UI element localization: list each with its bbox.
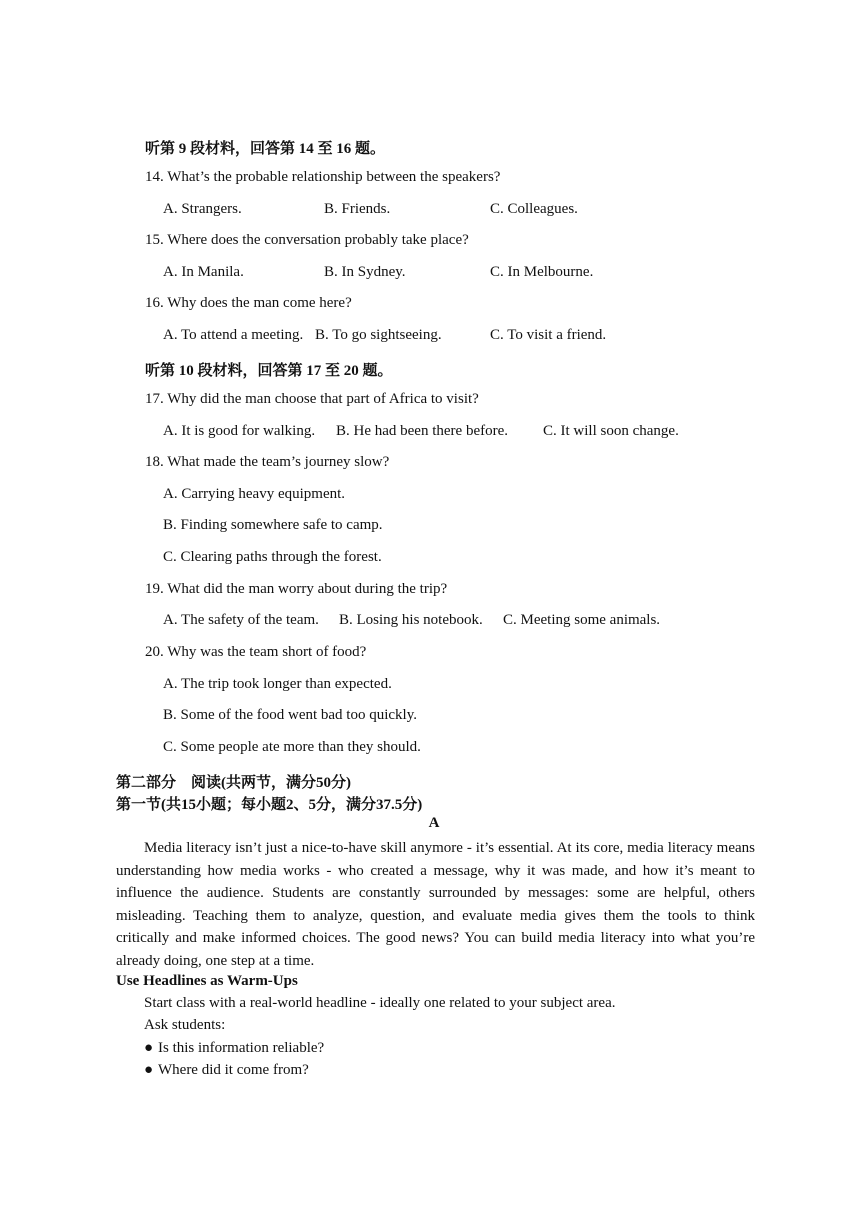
question-20: 20. Why was the team short of food? [145, 644, 367, 660]
question-17-option-a: A. It is good for walking. [163, 423, 316, 439]
question-17-option-b: B. He had been there before. [336, 423, 509, 439]
question-16-option-b: B. To go sightseeing. [315, 327, 442, 343]
part-two-heading: 第二部分 阅读(共两节，满分50分) [116, 775, 351, 791]
passage-paragraph-1: Media literacy isn’t just a nice-to-have skill anymore - it’s essential. At its core, media literacy means understanding how media works - who created a message, why it was made, and how it’s meant to influence the audience. Students are constantly surrounded by messages: some are helpful, others misleading. Teaching them to analyze, question, and evaluate media gives them the tools to think critically and make informed choices. The good news? You can build media literacy into what you’re already doing, one step at a time. [116, 840, 755, 969]
question-16-option-a: A. To attend a meeting. [163, 327, 304, 343]
question-15-option-b: B. In Sydney. [324, 264, 406, 280]
question-15: 15. Where does the conversation probably take place? [145, 232, 469, 248]
bullet-icon: ● [144, 1062, 154, 1078]
passage-line-1: Start class with a real-world headline - ideally one related to your subject area. [144, 995, 616, 1011]
bullet-item-1 [144, 1040, 324, 1057]
question-18-option-c: C. Clearing paths through the forest. [163, 549, 382, 565]
question-20-option-b: B. Some of the food went bad too quickly. [163, 707, 417, 723]
question-20-option-a: A. The trip took longer than expected. [163, 676, 392, 692]
bullet-icon: ● [144, 1040, 154, 1056]
question-17-option-c: C. It will soon change. [543, 423, 679, 439]
question-15-option-c: C. In Melbourne. [490, 264, 594, 280]
bullet-item-2 [144, 1062, 309, 1079]
question-16: 16. Why does the man come here? [145, 295, 352, 311]
section-9-heading: 听第 9 段材料，回答第 14 至 16 题。 [145, 141, 386, 157]
question-18-option-a: A. Carrying heavy equipment. [163, 486, 346, 502]
question-14-option-b: B. Friends. [324, 201, 391, 217]
bullet-item-text: Where did it come from? [158, 1062, 309, 1078]
question-19: 19. What did the man worry about during the trip? [145, 581, 448, 597]
question-20-option-c: C. Some people ate more than they should. [163, 739, 421, 755]
question-14-option-a: A. Strangers. [163, 201, 242, 217]
question-14-option-c: C. Colleagues. [490, 201, 578, 217]
question-18: 18. What made the team’s journey slow? [145, 454, 390, 470]
section-one-heading: 第一节(共15小题；每小题2、5分，满分37.5分) [116, 797, 423, 813]
passage-line-2: Ask students: [144, 1017, 226, 1033]
question-18-option-b: B. Finding somewhere safe to camp. [163, 517, 383, 533]
question-16-option-c: C. To visit a friend. [490, 327, 607, 343]
question-19-option-b: B. Losing his notebook. [339, 612, 483, 628]
passage-label: A [428, 815, 440, 831]
question-15-option-a: A. In Manila. [163, 264, 244, 280]
question-14: 14. What’s the probable relationship between the speakers? [145, 169, 501, 185]
section-10-heading: 听第 10 段材料，回答第 17 至 20 题。 [145, 363, 393, 379]
question-17: 17. Why did the man choose that part of Africa to visit? [145, 391, 479, 407]
passage-subheading: Use Headlines as Warm-Ups [116, 973, 298, 989]
bullet-item-text: Is this information reliable? [158, 1040, 325, 1056]
question-19-option-c: C. Meeting some animals. [503, 612, 661, 628]
question-19-option-a: A. The safety of the team. [163, 612, 319, 628]
